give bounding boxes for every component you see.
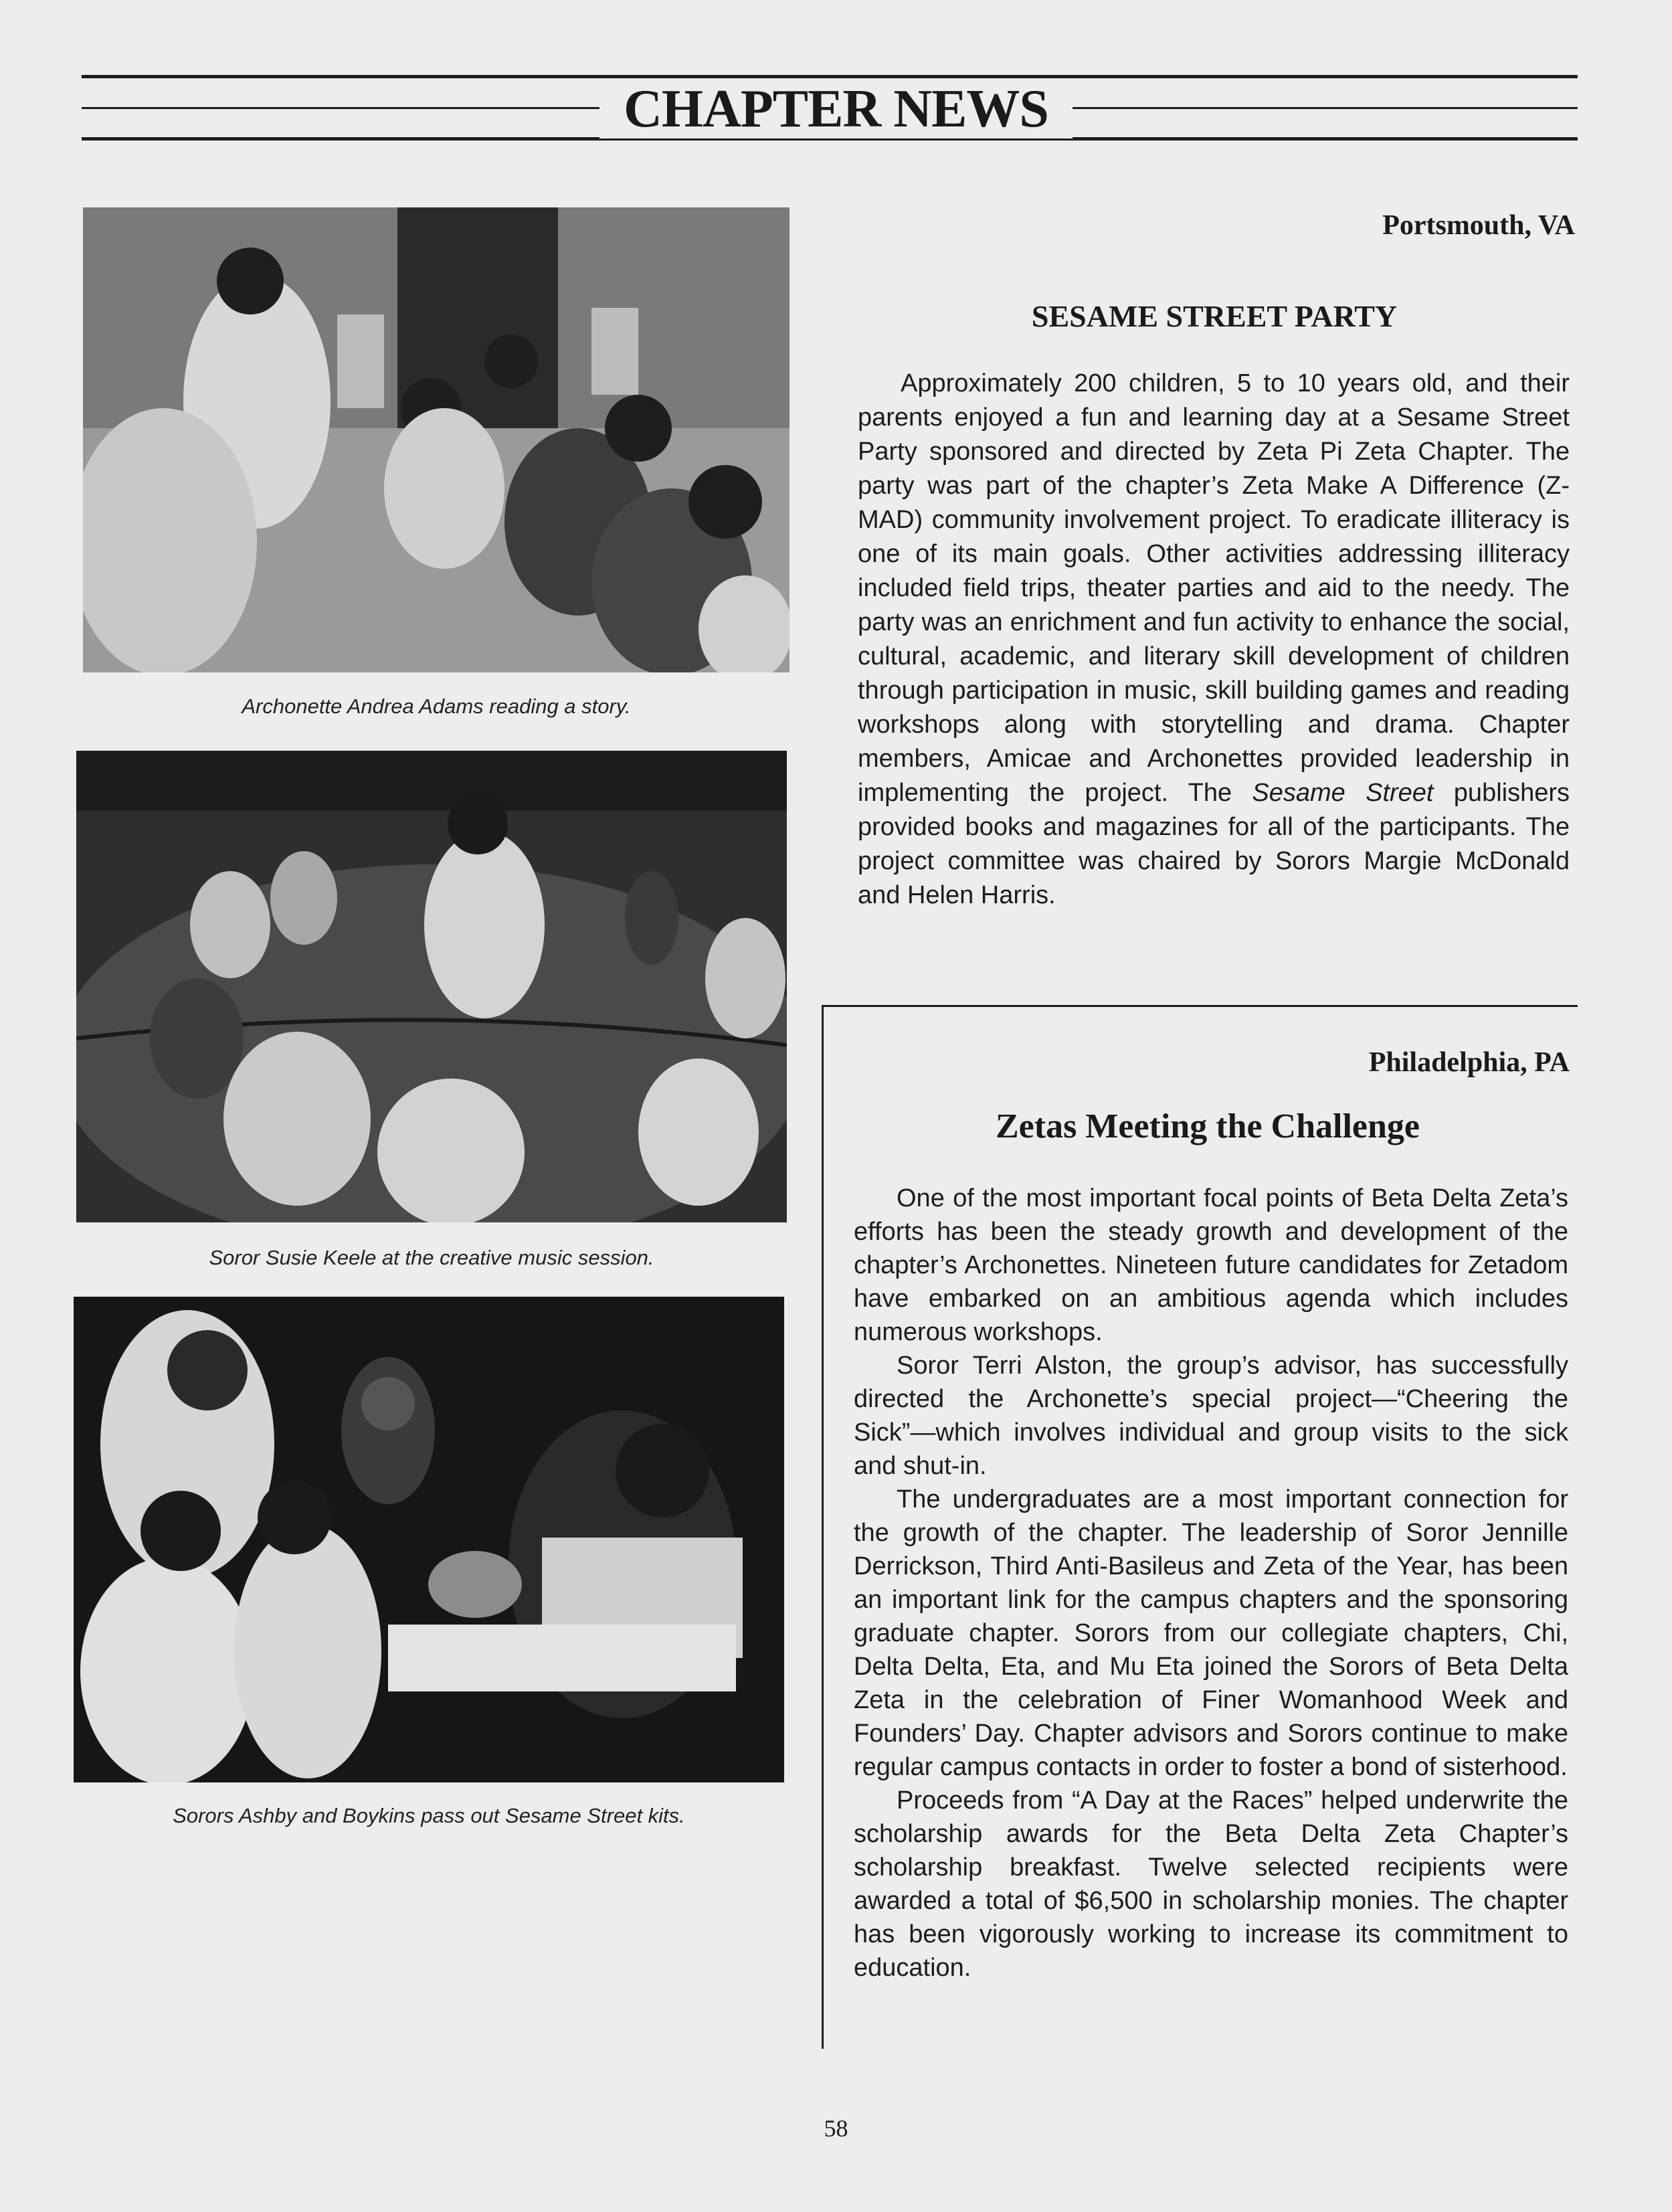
- article-1-text-italic: Sesame Street: [1252, 779, 1434, 807]
- article-2-location: Philadelphia, PA: [1368, 1047, 1570, 1078]
- article-1-text-a: Approximately 200 children, 5 to 10 years old, and their parents enjoyed a fun and learning day at a Sesame Street Party sponsored and directed by Zeta Pi Zeta Chapter. The party was part of the chapter’s Zeta Make A Difference (Z-MAD) community involvement project. To eradicate illiteracy is one of its main goals. Other activities addressing illiteracy included field trips, theater parties and aid to the needy. The party was an enrichment and fun activity to enhance the social, cultural, academic, and literary skill development of children through participation in music, skill building games and reading workshops along with storytelling and drama. Chapter members, Amicae and Archonettes provided leadership in implementing the project. The: [858, 369, 1570, 807]
- article-1-text-b: publishers provided books and magazines for all of the participants. The project committee was chaired by Sorors Margie McDonald and Helen Harris.: [858, 779, 1570, 909]
- article-2-paragraph: One of the most important focal points of Beta Delta Zeta’s efforts has been the steady growth and development of the chapter’s Archonettes. Nineteen future candidates for Zetadom have embarked on an ambitious agenda which includes numerous workshops.: [854, 1184, 1568, 1346]
- article-2-headline: Zetas Meeting the Challenge: [995, 1107, 1420, 1145]
- section-title: CHAPTER NEWS: [0, 79, 1672, 139]
- article-2-paragraph: Proceeds from “A Day at the Races” helped underwrite the scholarship awards for the Beta Delta Zeta Chapter’s scholarship breakfast. Twelve selected recipients were awarded a total of $6,500 in scholarship monies. The chapter has been vigorously working to increase its commitment to education.: [854, 1786, 1568, 1982]
- article-1-location: Portsmouth, VA: [1382, 210, 1575, 241]
- photo-sesame-kits: [74, 1297, 784, 1782]
- page-number: 58: [824, 2115, 848, 2142]
- photo-caption-2: Soror Susie Keele at the creative music session.: [209, 1246, 654, 1269]
- photo-reading-story: [83, 207, 789, 672]
- article-1-body: [858, 367, 1570, 913]
- article-2-box-left-rule: [822, 1005, 824, 2049]
- article-2-box-top-rule: [822, 1005, 1578, 1007]
- article-2-body: [854, 1182, 1568, 1985]
- article-2-paragraph: The undergraduates are a most important connection for the growth of the chapter. The leadership of Soror Jennille Derrickson, Third Anti-Basileus and Zeta of the Year, has been an important link for the campus chapters and the sponsoring graduate chapter. Sorors from our collegiate chapters, Chi, Delta Delta, Eta, and Mu Eta joined the Sorors of Beta Delta Zeta in the celebration of Finer Womanhood Week and Founders’ Day. Chapter advisors and Sorors continue to make regular campus contacts in order to foster a bond of sisterhood.: [854, 1485, 1568, 1781]
- article-1-headline: SESAME STREET PARTY: [1031, 299, 1398, 333]
- masthead-rule-top: [82, 75, 1578, 78]
- photo-caption-3: Sorors Ashby and Boykins pass out Sesame Street kits.: [173, 1804, 685, 1827]
- photo-caption-1: Archonette Andrea Adams reading a story.: [242, 695, 631, 718]
- photo-music-session: [76, 751, 787, 1222]
- article-2-paragraph: Soror Terri Alston, the group’s advisor, has successfully directed the Archonette’s special project—“Cheering the Sick”—which involves individual and group visits to the sick and shut-in.: [854, 1352, 1568, 1480]
